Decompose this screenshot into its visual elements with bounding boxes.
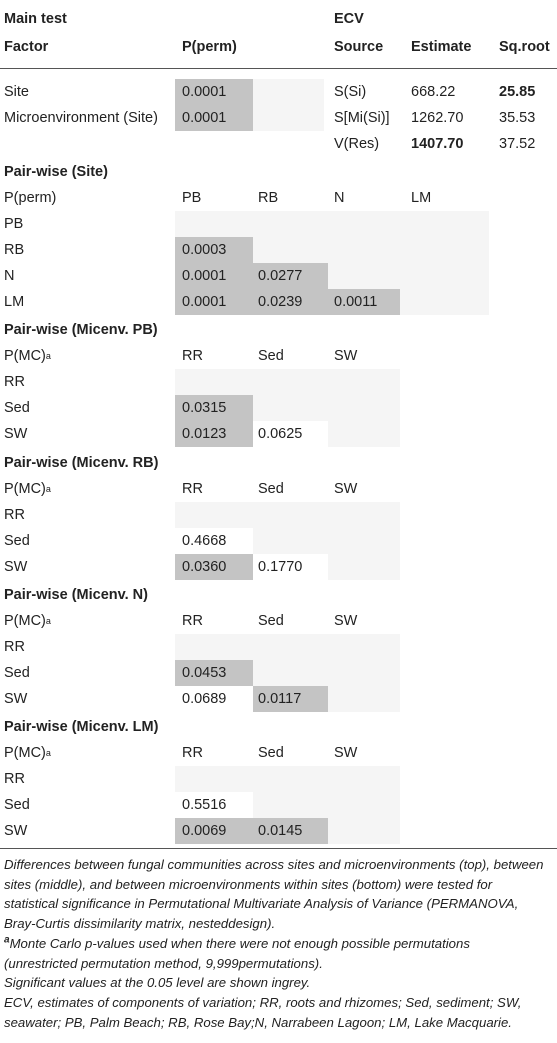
p-value-cell: 0.0117 [258, 691, 302, 707]
empty-shade [253, 395, 400, 421]
row-label: SW [4, 691, 28, 707]
sqroot-heading: Sq.root [499, 39, 550, 55]
empty-shade [328, 686, 400, 712]
col-head-rb: RB [258, 190, 279, 206]
col-head-sed: Sed [258, 481, 284, 497]
footnote-significance: Significant values at the 0.05 level are shown ingrey. [4, 975, 311, 991]
p-value-cell: 0.0001 [182, 268, 227, 284]
rb-row-rr [0, 502, 557, 528]
empty-shade [328, 818, 400, 844]
n-row-sed [0, 660, 557, 686]
p-value-cell: 0.0001 [182, 110, 227, 126]
estimate-cell: 668.22 [411, 84, 456, 100]
col-head-n: N [334, 190, 345, 206]
empty-shade [253, 105, 324, 131]
col-head-sw: SW [334, 348, 358, 364]
site-section-title-row [0, 159, 557, 185]
p-value-cell: 0.0315 [182, 400, 227, 416]
col-head-sed: Sed [258, 745, 284, 761]
row-label: RR [4, 507, 25, 523]
p-value-cell: 0.0011 [334, 294, 378, 310]
row-label: RR [4, 374, 25, 390]
empty-shade [253, 792, 400, 818]
p-label: P(perm) [4, 190, 57, 206]
pb-head-row [0, 343, 557, 369]
empty-shade [175, 211, 489, 237]
n-section-title-row [0, 582, 557, 608]
factor-cell: Microenvironment (Site) [4, 110, 158, 126]
p-value-cell: 0.0689 [182, 691, 227, 707]
p-value-cell: 0.1770 [258, 559, 303, 575]
source-cell: S(Si) [334, 84, 367, 100]
col-head-sw: SW [334, 481, 358, 497]
p-label: P(MC) a [4, 348, 51, 364]
empty-shade [253, 79, 324, 105]
footnote-description: Differences between fungal communities across sites and microenvironments (top), between sites (middle), and between microenvironments within sites (bottom) were tested for statistical significance in Permutational Multivariate Analysis of Variance (PERMANOVA, Bray-Curtis dissimilarity matrix, nesteddesign). [4, 857, 544, 932]
footnote-abbreviations: ECV, estimates of components of variation; RR, roots and rhizomes; Sed, sediment; SW, seawater; PB, Palm Beach; RB, Rose Bay;N, Narrabeen Lagoon; LM, Lake Macquarie. [4, 994, 522, 1030]
empty-shade [175, 634, 400, 660]
section-title: Pair-wise (Micenv. PB) [4, 322, 158, 338]
factor-cell: Site [4, 84, 29, 100]
p-value-cell: 0.0239 [258, 294, 303, 310]
empty-shade [175, 369, 400, 395]
source-cell: V(Res) [334, 136, 380, 152]
empty-shade [253, 237, 489, 263]
lm-head-row [0, 740, 557, 766]
pb-row-rr [0, 369, 557, 395]
main-row-site [0, 79, 557, 105]
p-value-cell: 0.0001 [182, 84, 227, 100]
col-head-rr: RR [182, 745, 203, 761]
empty-shade [175, 766, 400, 792]
row-label: PB [4, 216, 24, 232]
pb-row-sw [0, 421, 557, 447]
source-cell: S[Mi(Si)] [334, 110, 390, 126]
p-value-cell: 0.0003 [182, 242, 227, 258]
p-value-cell: 0.0123 [182, 426, 227, 442]
p-value-cell: 0.0001 [182, 294, 227, 310]
pperm-heading: P(perm) [182, 39, 237, 55]
site-row-pb [0, 211, 557, 237]
empty-shade [328, 554, 400, 580]
p-value-cell: 0.0625 [258, 426, 303, 442]
col-head-pb: PB [182, 190, 202, 206]
sqroot-cell: 35.53 [499, 110, 536, 126]
col-head-sed: Sed [258, 348, 284, 364]
row-label: Sed [4, 797, 30, 813]
n-row-sw [0, 686, 557, 712]
pb-section-title-row [0, 317, 557, 343]
lm-row-sw [0, 818, 557, 844]
row-label: LM [4, 294, 25, 310]
estimate-cell: 1262.70 [411, 110, 464, 126]
p-value-cell: 0.0360 [182, 559, 227, 575]
header-rule [0, 68, 557, 69]
empty-shade [175, 502, 400, 528]
col-head-sw: SW [334, 745, 358, 761]
section-title: Pair-wise (Micenv. N) [4, 587, 148, 603]
section-title: Pair-wise (Site) [4, 164, 108, 180]
site-row-rb [0, 237, 557, 263]
sqroot-cell: 37.52 [499, 136, 536, 152]
col-head-rr: RR [182, 613, 203, 629]
site-row-lm [0, 289, 557, 315]
col-head-rr: RR [182, 348, 203, 364]
header-row-2 [0, 34, 557, 60]
p-value-cell: 0.0069 [182, 823, 227, 839]
col-head-sed: Sed [258, 613, 284, 629]
estimate-heading: Estimate [411, 39, 472, 55]
row-label: RB [4, 242, 25, 258]
empty-shade [253, 660, 400, 686]
estimate-cell: 1407.70 [411, 136, 464, 152]
p-value-cell: 0.0145 [258, 823, 303, 839]
row-label: SW [4, 823, 28, 839]
p-label: P(MC) a [4, 745, 51, 761]
source-heading: Source [334, 39, 384, 55]
row-label: Sed [4, 400, 30, 416]
p-value-cell: 0.4668 [182, 533, 227, 549]
main-row-microenvironment [0, 105, 557, 131]
rb-row-sed [0, 528, 557, 554]
p-label: P(MC) a [4, 481, 51, 497]
main-test-heading: Main test [4, 11, 67, 27]
row-label: Sed [4, 533, 30, 549]
pb-row-sed [0, 395, 557, 421]
rb-head-row [0, 476, 557, 502]
header-row-1 [0, 6, 557, 32]
empty-shade [253, 528, 400, 554]
row-label: Sed [4, 665, 30, 681]
empty-shade [328, 263, 489, 289]
site-row-n [0, 263, 557, 289]
sqroot-cell: 25.85 [499, 84, 536, 100]
empty-shade [400, 289, 489, 315]
col-head-rr: RR [182, 481, 203, 497]
table-footnotes [0, 855, 545, 1032]
rb-row-sw [0, 554, 557, 580]
lm-row-sed [0, 792, 557, 818]
lm-section-title-row [0, 714, 557, 740]
footer-rule [0, 848, 557, 849]
main-row-residual [0, 131, 557, 157]
n-head-row [0, 608, 557, 634]
lm-row-rr [0, 766, 557, 792]
n-row-rr [0, 634, 557, 660]
row-label: RR [4, 639, 25, 655]
row-label: SW [4, 426, 28, 442]
ecv-heading: ECV [334, 11, 364, 27]
p-label: P(MC) a [4, 613, 51, 629]
site-head-row [0, 185, 557, 211]
col-head-lm: LM [411, 190, 432, 206]
row-label: RR [4, 771, 25, 787]
footnote-a: $^a$Monte Carlo p-values used when there were not enough possible permutations (unrestricted permutation method, 9,999permutations). [4, 934, 470, 971]
row-label: N [4, 268, 15, 284]
p-value-cell: 0.5516 [182, 797, 227, 813]
p-value-cell: 0.0453 [182, 665, 227, 681]
rb-section-title-row [0, 450, 557, 476]
section-title: Pair-wise (Micenv. LM) [4, 719, 159, 735]
col-head-sw: SW [334, 613, 358, 629]
empty-shade [328, 421, 400, 447]
factor-heading: Factor [4, 39, 49, 55]
p-value-cell: 0.0277 [258, 268, 303, 284]
section-title: Pair-wise (Micenv. RB) [4, 455, 159, 471]
row-label: SW [4, 559, 28, 575]
